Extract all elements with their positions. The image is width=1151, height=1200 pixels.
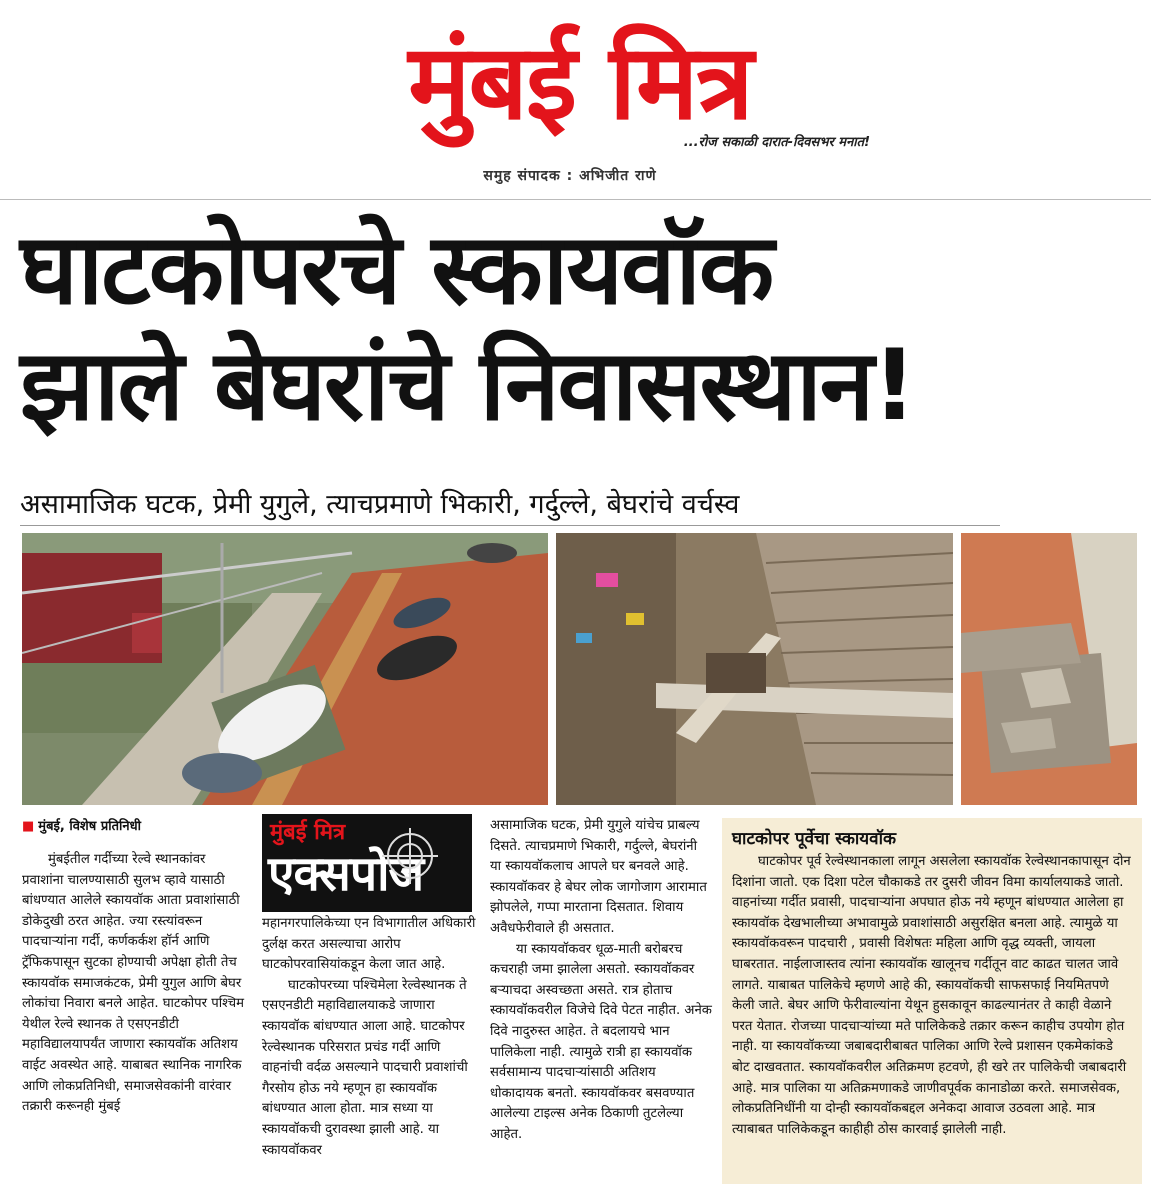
column-2-paragraph-2: घाटकोपरच्या पश्चिमेला रेल्वेस्थानक ते एसएनडीटी महाविद्यालयाकडे जाणारा स्कायवॉक बांधण्यात आला आहे. घाटकोपर रेल्वेस्थानक परिसरात प्रचंड गर्दी आणि वाहनांची वर्दळ असल्याने पादचारी प्रवाशांची गैरसोय होऊ नये म्हणून हा स्कायवॉक बांधण्यात आला होता. मात्र सध्या या स्कायवॉकची दुरावस्था झाली आहे. या स्कायवॉकवर (262, 977, 468, 1158)
article-column-2 (262, 914, 482, 1161)
headline-line-1: घाटकोपरचे स्कायवॉक (20, 213, 773, 327)
byline-text: मुंबई, विशेष प्रतिनिधी (38, 819, 141, 834)
masthead (0, 0, 1151, 200)
column-3-paragraph-2: या स्कायवॉकवर धूळ-माती बरोबरच कचराही जमा झालेला असतो. स्कायवॉकवर बऱ्याचदा अस्वच्छता असते. रात्र होताच स्कायवॉकवरील विजेचे दिवे पेटत नाहीत. अनेक दिवे नादुरुस्त आहेत. ते बदलायचे भान पालिकेला नाही. त्यामुळे रात्री हा स्कायवॉक सर्वसामान्य पादचाऱ्यांसाठी अतिशय धोकादायक बनतो. स्कायवॉकवर बसवण्यात आलेल्या टाइल्स अनेक ठिकाणी तुटलेल्या आहेत. (490, 941, 712, 1142)
headline-line-2: झाले बेघरांचे निवासस्थान! (20, 329, 915, 443)
article-column-1 (22, 850, 247, 1118)
photo-broken-tiles (961, 533, 1137, 805)
headline (20, 212, 1140, 444)
byline-marker-icon: ■ (22, 819, 35, 834)
expose-badge (262, 814, 472, 912)
article-column-3 (490, 816, 712, 1146)
byline (22, 816, 141, 834)
masthead-tagline: ...रोज सकाळी दारात-दिवसभर मनात! (683, 135, 870, 150)
column-3-paragraph-1: असामाजिक घटक, प्रेमी युगुले यांचेच प्राबल्य दिसते. त्याचप्रमाणे भिकारी, गर्दुल्ले, बेघरांनी या स्कायवॉकलाच आपले घर बनवले आहे. स्कायवॉकवर हे बेघर लोक जागोजाग आरामात झोपलेले, गप्पा मारताना दिसतात. शिवाय अवैधफेरीवाले ही असतात. (490, 818, 707, 936)
photo-broken-stairs-image (556, 533, 953, 805)
column-2-paragraph-1: महानगरपालिकेच्या एन विभागातील अधिकारी दुर्लक्ष करत असल्याचा आरोप घाटकोपरवासियांकडून केला जात आहे. (262, 916, 476, 973)
photo-sleeping-homeless-image (22, 533, 548, 805)
newspaper-logo: मुंबई मित्र (408, 21, 752, 143)
sidebar-paragraph: घाटकोपर पूर्व रेल्वेस्थानकाला लागून असलेला स्कायवॉक रेल्वेस्थानकापासून दोन दिशांना जातो. एक दिशा पटेल चौकाकडे तर दुसरी जीवन विमा कार्यालयाकडे जातो. वाहनांच्या गर्दीत प्रवासी, पादचाऱ्यांना अपघात होऊ नये म्हणून बांधण्यात आलेला हा स्कायवॉक देखभालीच्या अभावामुळे प्रवाशांसाठी असुरक्षित बनला आहे. त्यामुळे या स्कायवॉकवरून पादचारी , प्रवासी विशेषतः महिला आणि वृद्ध व्यक्ती, जायला घाबरतात. नाईलाजास्तव त्यांना स्कायवॉक खालूनच गर्दीतून वाट काढत चालत जावे लागते. याबाबत पालिकेचे म्हणणे आहे की, स्कायवॉकची साफसफाई नियमितपणे केली जाते. बेघर आणि फेरीवाल्यांना येथून हुसकावून काढल्यानंतर ते काही वेळाने परत येतात. रोजच्या पादचाऱ्यांच्या मते पालिकेकडे तक्रार करून काहीच उपयोग होत नाही. या स्कायवॉकच्या जबाबदारीबाबत पालिका आणि रेल्वे प्रशासन एकमेकांकडे बोट दाखवतात. स्कायवॉकवरील अतिक्रमण हटवणे, ही खरे तर पालिकेची जबाबदारी आहे. मात्र पालिका या अतिक्रमणाकडे जाणीवपूर्वक कानाडोळा करते. समाजसेवक, लोकप्रतिनिधींनी या दोन्ही स्कायवॉकबद्दल अनेकदा आवाज उठवला आहे. मात्र त्याबाबत पालिकेकडून काहीही ठोस कारवाई झालेली नाही. (732, 854, 1131, 1137)
crosshair-icon (382, 828, 438, 884)
expose-badge-word: एक्सपोज (268, 846, 424, 902)
editor-line: समुह संपादक : अभिजीत राणे (483, 168, 657, 184)
photo-broken-stairs (556, 533, 953, 805)
photo-sleeping-homeless (22, 533, 548, 805)
sidebar-box (722, 818, 1142, 1184)
masthead-divider (0, 199, 1151, 200)
sidebar-column (732, 852, 1132, 1140)
photo-broken-tiles-image (961, 533, 1137, 805)
sidebar-title: घाटकोपर पूर्वेचा स्कायवॉक (732, 829, 897, 849)
column-1-paragraph: मुंबईतील गर्दीच्या रेल्वे स्थानकांवर प्रवाशांना चालण्यासाठी सुलभ व्हावे यासाठी बांधण्यात आलेले स्कायवॉक आता प्रवाशांसाठी डोकेदुखी ठरत आहेत. ज्या रस्त्यांवरून पादचाऱ्यांना गर्दी, कर्णकर्कश हॉर्न आणि ट्रॅफिकपासून सुटका होण्याची अपेक्षा होती तेच स्कायवॉक समाजकंटक, प्रेमी युगुल आणि बेघर लोकांचा निवारा बनले आहेत. घाटकोपर पश्चिम येथील रेल्वे स्थानक ते एसएनडीटी महाविद्यालयापर्यंत जाणारा स्कायवॉक अतिशय वाईट अवस्थेत आहे. याबाबत स्थानिक नागरिक आणि लोकप्रतिनिधी, समाजसेवकांनी वारंवार तक्रारी करूनही मुंबई (22, 852, 244, 1115)
expose-badge-logo: मुंबई मित्र (270, 820, 346, 845)
subheadline: असामाजिक घटक, प्रेमी युगुले, त्याचप्रमाणे भिकारी, गर्दुल्ले, बेघरांचे वर्चस्व (20, 484, 1000, 526)
